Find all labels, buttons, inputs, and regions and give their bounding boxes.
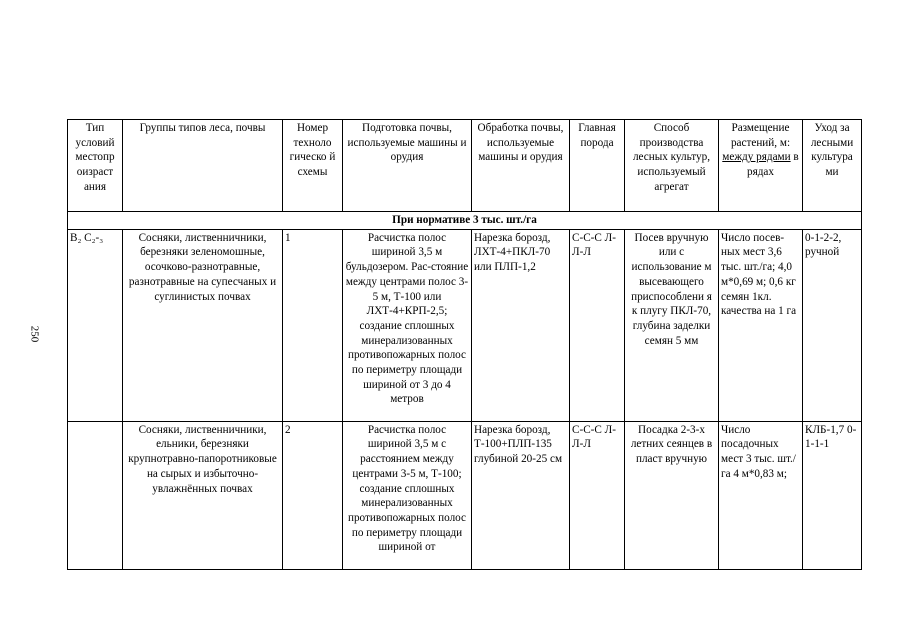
header-plant-placement [719,120,803,212]
placement-in-rows: в рядах [747,151,799,179]
placement-label: Размещение растений, м: [730,122,791,149]
header-scheme-number: Номер техноло гическо й схемы [283,120,343,212]
cell-main-species: С-С-С Л-Л-Л [570,229,625,421]
header-soil-preparation: Подготовка почвы, используемые машины и орудия [343,120,472,212]
page-number: 250 [28,325,41,343]
cell-production-method: Посев вручную или с использование м высевающего приспособлени я к плугу ПКЛ-70, глубина заделки семян 5 мм [625,229,719,421]
cell-soil-preparation: Расчистка полос шириной 3,5 м бульдозером. Рас-стояние между центрами полос 3-5 м, Т-100 или ЛХТ-4+КРП-2,5; создание сплошных минерализованных противопожарных полос по периметру площади шириной от 3 до 4 метров [343,229,472,421]
cell-plant-placement: Число посадочных мест 3 тыс. шт./га 4 м*0,83 м; [719,421,803,569]
header-main-species: Главная порода [570,120,625,212]
cell-main-species: С-С-С Л-Л-Л [570,421,625,569]
cell-tending: КЛБ-1,7 0-1-1-1 [803,421,862,569]
forest-culture-table [67,119,862,570]
cell-scheme-number: 1 [283,229,343,421]
cell-plant-placement: Число посев-ных мест 3,6 тыс. шт./га; 4,0 м*0,69 м; 0,6 кг семян 1кл. качества на 1 га [719,229,803,421]
placement-between-rows: между рядами [722,151,791,164]
cell-soil-preparation: Расчистка полос шириной 3,5 м с расстоянием между центрами 3-5 м, Т-100; создание сплошных минерализованных противопожарных полос по периметру площади шириной от [343,421,472,569]
cell-site-type [68,421,123,569]
header-tending: Уход за лесными культура ми [803,120,862,212]
section-row [68,212,862,230]
section-title: При нормативе 3 тыс. шт./га [68,212,862,230]
cell-scheme-number: 2 [283,421,343,569]
header-production-method: Способ производства лесных культур, используемый агрегат [625,120,719,212]
cell-tending: 0-1-2-2, ручной [803,229,862,421]
cell-production-method: Посадка 2-3-х летних сеянцев в пласт вручную [625,421,719,569]
cell-forest-groups: Сосняки, лиственничники, ельники, березняки крупнотравно-папоротниковые на сырых и избыточно-увлажнённых почвах [123,421,283,569]
table-row [68,229,862,421]
cell-soil-treatment: Нарезка борозд, Т-100+ПЛП-135 глубиной 20-25 см [472,421,570,569]
header-site-type: Тип условий местопр оизраст ания [68,120,123,212]
header-soil-treatment: Обработка почвы, используемые машины и орудия [472,120,570,212]
table-row [68,421,862,569]
cell-forest-groups: Сосняки, лиственничники, березняки зеленомошные, осочково-разнотравные, разнотравные на супесчаных и суглинистых почвах [123,229,283,421]
cell-soil-treatment: Нарезка борозд, ЛХТ-4+ПКЛ-70 или ПЛП-1,2 [472,229,570,421]
header-row [68,120,862,212]
header-forest-groups: Группы типов леса, почвы [123,120,283,212]
cell-site-type: В₂ С₂-₃ [68,229,123,421]
